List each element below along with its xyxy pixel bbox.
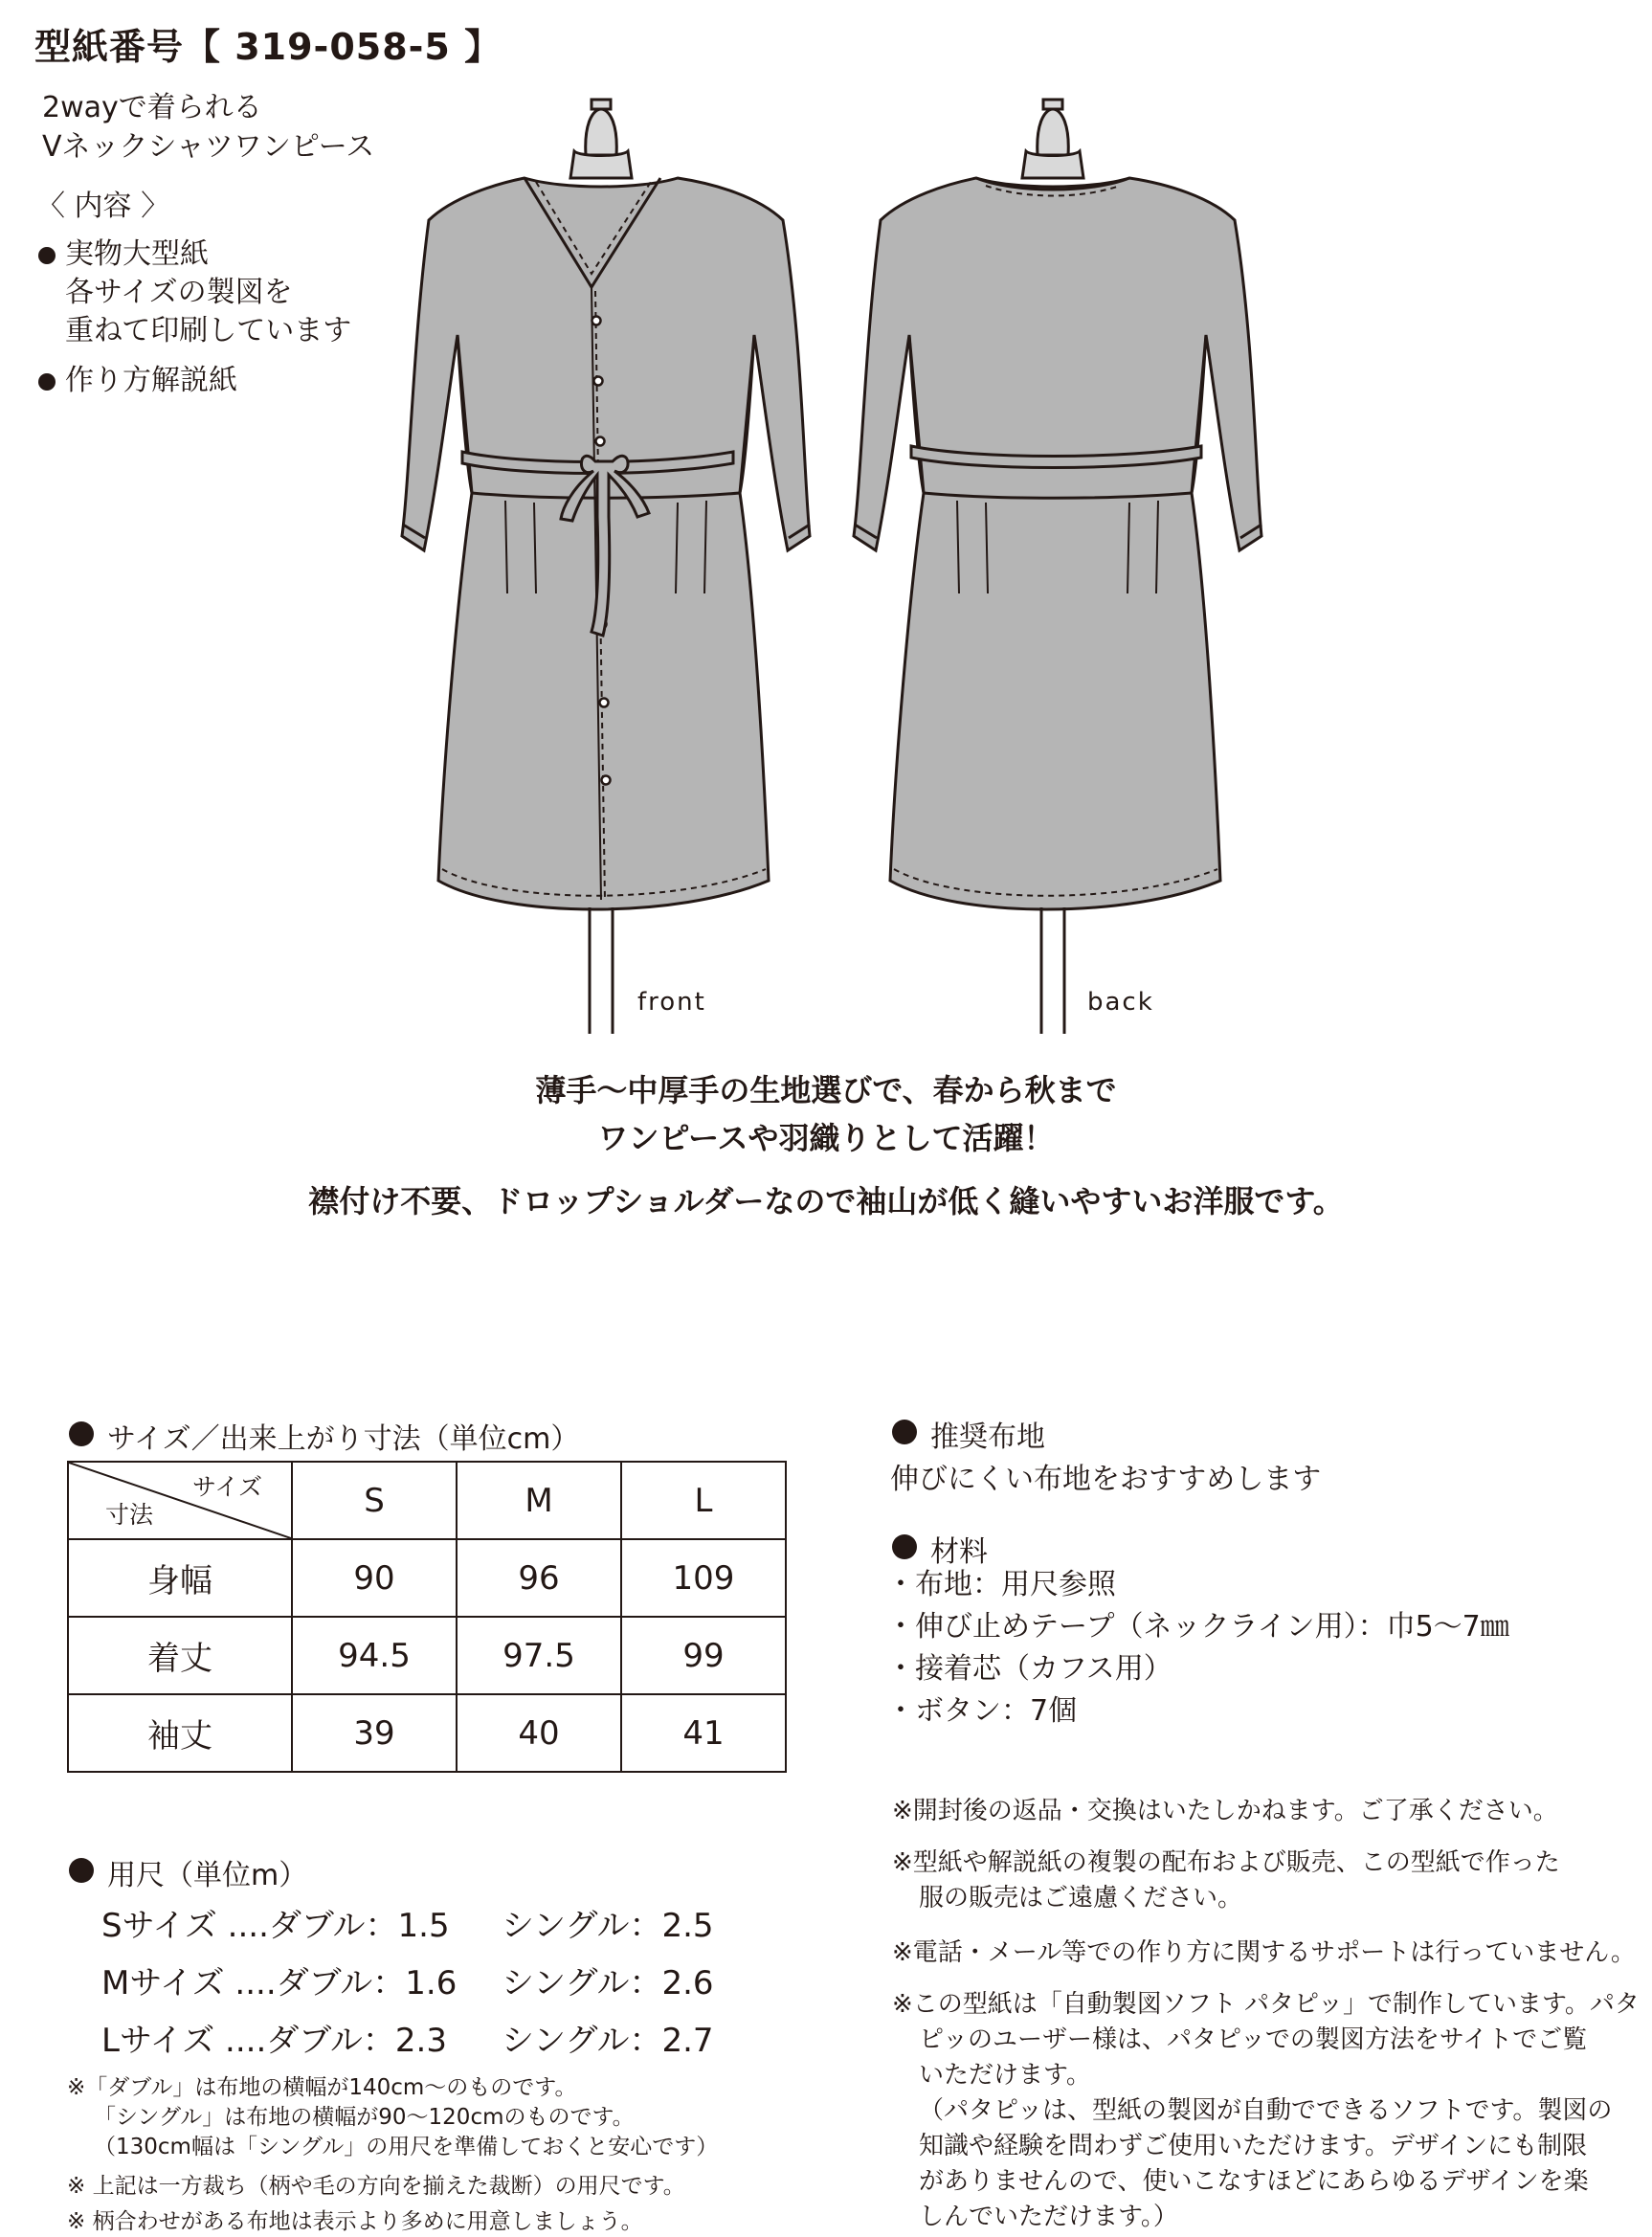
notice-line: （パタピッは、型紙の製図が自動でできるソフトです。製図の bbox=[919, 2096, 1613, 2125]
back-label: back bbox=[1087, 988, 1154, 1017]
table-row bbox=[68, 1617, 786, 1694]
front-label: front bbox=[637, 988, 706, 1017]
yardage-note: ※ 上記は一方裁ち（柄や毛の方向を揃えた裁断）の用尺です。 bbox=[67, 2174, 685, 2199]
yardage-row-s bbox=[101, 1899, 714, 1946]
size-header-row bbox=[68, 1462, 786, 1539]
yardage-heading: 用尺（単位m） bbox=[69, 1851, 307, 1893]
table-cell: 39 bbox=[292, 1694, 457, 1772]
notice-line: 服の販売はご遠慮ください。 bbox=[919, 1884, 1243, 1913]
table-cell: 41 bbox=[621, 1694, 786, 1772]
table-cell: 97.5 bbox=[457, 1617, 621, 1694]
pattern-number-title: 型紙番号【 319-058-5 】 bbox=[34, 26, 502, 68]
product-subtitle bbox=[42, 88, 374, 167]
notice-line: がありませんので、使いこなすほどにあらゆるデザインを楽 bbox=[919, 2167, 1589, 2196]
notice-line: ※電話・メール等での作り方に関するサポートは行っていません。 bbox=[892, 1938, 1636, 1967]
col-header-l: L bbox=[621, 1462, 786, 1539]
notice-line: しんでいただけます。） bbox=[919, 2203, 1178, 2231]
notice-copyright bbox=[892, 1846, 1619, 1916]
contents-list bbox=[34, 235, 351, 412]
notice-line: ※型紙や解説紙の複製の配布および販売、この型紙で作った bbox=[892, 1848, 1560, 1877]
back-view-dress bbox=[854, 100, 1261, 1034]
front-view-dress bbox=[402, 100, 810, 1034]
yardage-double-m: Mサイズ ....ダブル：1.6 bbox=[101, 1964, 458, 2002]
table-cell: 99 bbox=[621, 1617, 786, 1694]
col-header-s: S bbox=[292, 1462, 457, 1539]
size-table bbox=[67, 1461, 787, 1773]
yardage-note: （130cm幅は「シングル」の用尺を準備しておくと安心です） bbox=[94, 2135, 719, 2159]
yardage-single-m: シングル：2.6 bbox=[502, 1964, 714, 2002]
fabric-heading: 推奨布地 bbox=[892, 1413, 1045, 1455]
material-item: ・ボタン：7個 bbox=[886, 1694, 1078, 1728]
dress-illustration bbox=[383, 38, 1302, 1034]
yardage-note: ※ 柄合わせがある布地は表示より多めに用意しましょう。 bbox=[67, 2209, 643, 2234]
contents-item-instructions: 作り方解説紙 bbox=[34, 362, 351, 400]
table-cell: 96 bbox=[457, 1539, 621, 1617]
corner-measure-label: 寸法 bbox=[105, 1501, 154, 1529]
notice-line: いただけます。 bbox=[919, 2061, 1091, 2090]
material-item: ・伸び止めテープ（ネックライン用）：巾5～7㎜ bbox=[886, 1610, 1509, 1644]
yardage-double-s: Sサイズ ....ダブル：1.5 bbox=[101, 1907, 450, 1945]
notice-returns bbox=[892, 1794, 1619, 1829]
table-cell: 109 bbox=[621, 1539, 786, 1617]
row-label: 着丈 bbox=[68, 1617, 292, 1694]
table-row bbox=[68, 1694, 786, 1772]
table-cell: 90 bbox=[292, 1539, 457, 1617]
table-cell: 94.5 bbox=[292, 1617, 457, 1694]
yardage-row-m bbox=[101, 1957, 714, 2003]
notice-patapi bbox=[892, 1987, 1640, 2235]
notice-line: ピッのユーザー様は、パタピッでの製図方法をサイトでご覧 bbox=[919, 2025, 1588, 2054]
subtitle-line-1: 2wayで着られる bbox=[42, 91, 262, 124]
notice-line: ※開封後の返品・交換はいたしかねます。ご了承ください。 bbox=[892, 1797, 1558, 1825]
table-cell: 40 bbox=[457, 1694, 621, 1772]
materials-heading: 材料 bbox=[892, 1528, 988, 1570]
yardage-single-l: シングル：2.7 bbox=[502, 2022, 714, 2060]
col-header-m: M bbox=[457, 1462, 621, 1539]
subtitle-line-2: Vネックシャツワンピース bbox=[42, 130, 375, 164]
size-table-corner bbox=[68, 1462, 292, 1539]
tagline-line-1: 薄手～中厚手の生地選びで、春から秋まで bbox=[535, 1072, 1117, 1108]
yardage-note: 「シングル」は布地の横幅が90～120cmのものです。 bbox=[94, 2105, 635, 2130]
yardage-row-l bbox=[101, 2014, 714, 2061]
corner-size-label: サイズ bbox=[191, 1473, 262, 1501]
notice-line: ※この型紙は「自動製図ソフト パタピッ」で制作しています。パタ bbox=[892, 1990, 1640, 2019]
tagline-line-3: 襟付け不要、ドロップショルダーなので袖山が低く縫いやすいお洋服です。 bbox=[308, 1183, 1344, 1219]
materials-list bbox=[886, 1564, 1509, 1733]
material-item: ・布地：用尺参照 bbox=[886, 1568, 1116, 1601]
yardage-double-l: Lサイズ ....ダブル：2.3 bbox=[101, 2022, 447, 2060]
tagline-line-2: ワンピースや羽織りとして活躍！ bbox=[597, 1120, 1055, 1156]
size-heading: サイズ／出来上がり寸法（単位cm） bbox=[69, 1415, 579, 1457]
row-label: 身幅 bbox=[68, 1539, 292, 1617]
notice-support bbox=[892, 1935, 1636, 1971]
yardage-notes bbox=[67, 2073, 718, 2237]
fabric-recommendation: 伸びにくい布地をおすすめします bbox=[890, 1463, 1322, 1496]
contents-heading: 〈 内容 〉 bbox=[36, 190, 170, 223]
yardage-note: ※「ダブル」は布地の横幅が140cm～のものです。 bbox=[67, 2075, 577, 2100]
yardage-single-s: シングル：2.5 bbox=[502, 1907, 714, 1945]
notice-line: 知識や経験を問わずご使用いただけます。デザインにも制限 bbox=[919, 2132, 1588, 2160]
row-label: 袖丈 bbox=[68, 1694, 292, 1772]
contents-item-pattern: 実物大型紙 各サイズの製図を 重ねて印刷しています bbox=[34, 235, 351, 350]
table-row bbox=[68, 1539, 786, 1617]
material-item: ・接着芯（カフス用） bbox=[886, 1652, 1172, 1686]
